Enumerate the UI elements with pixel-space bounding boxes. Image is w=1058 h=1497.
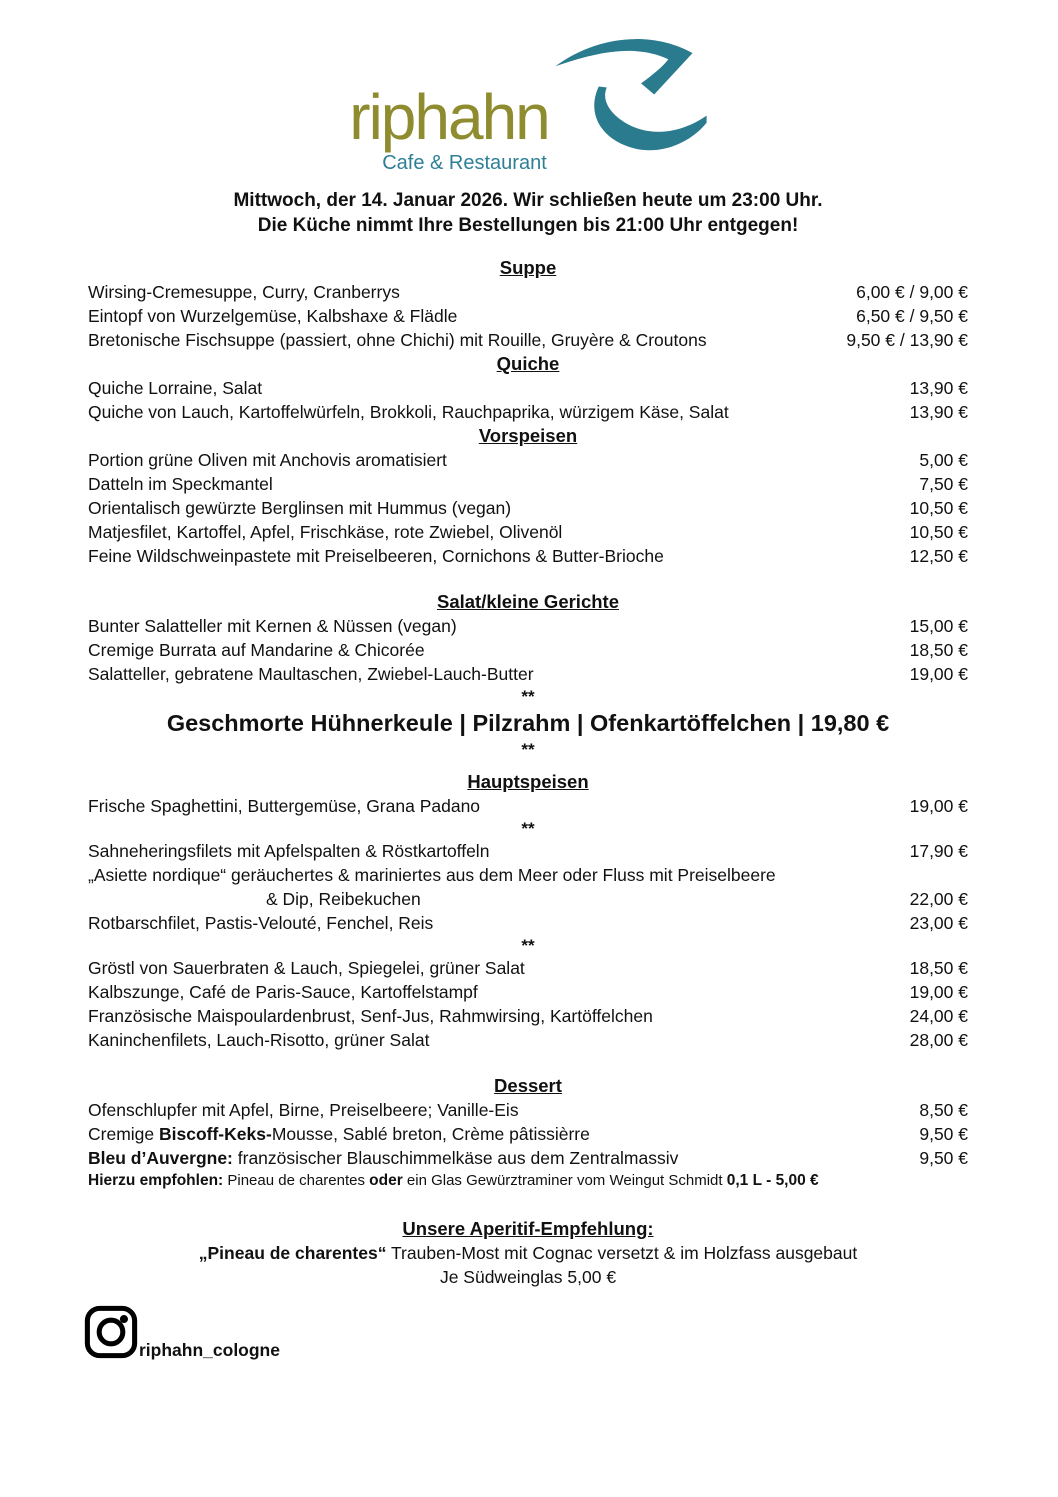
menu-item-row: [88, 328, 968, 352]
restaurant-logo: [88, 58, 968, 186]
menu-item-row: [88, 448, 968, 472]
item-price: 12,50 €: [909, 546, 968, 566]
item-price: 24,00 €: [909, 1006, 968, 1026]
menu-item-row: [88, 280, 968, 304]
item-name: Rotbarschfilet, Pastis-Velouté, Fenchel, Reis: [88, 913, 434, 933]
menu-item-row: [88, 496, 968, 520]
item-price: 10,50 €: [909, 498, 968, 518]
item-name: Frische Spaghettini, Buttergemüse, Grana Padano: [88, 796, 481, 816]
item-name: Kaninchenfilets, Lauch-Risotto, grüner Salat: [88, 1030, 430, 1050]
menu-item-row: [88, 794, 968, 818]
item-name: Gröstl von Sauerbraten & Lauch, Spiegelei, grüner Salat: [88, 958, 525, 978]
instagram-icon: [84, 1305, 138, 1359]
opening-notice-line1: Mittwoch, der 14. Januar 2026. Wir schließen heute um 23:00 Uhr.: [233, 190, 823, 211]
menu-item-row: [88, 956, 968, 980]
wine-pairing-note: Hierzu empfohlen: Pineau de charentes oder ein Glas Gewürztraminer vom Weingut Schmidt 0,1 L - 5,00 €: [88, 1172, 819, 1189]
item-price: 19,00 €: [909, 664, 968, 684]
item-price: 9,50 €: [919, 1148, 968, 1168]
item-name: Sahneheringsfilets mit Apfelspalten & Röstkartoffeln: [88, 841, 490, 861]
item-price: 5,00 €: [919, 450, 968, 470]
item-price: 22,00 €: [909, 889, 968, 909]
item-name: „Asiette nordique“ geräuchertes & mariniertes aus dem Meer oder Fluss mit Preiselbeere: [88, 865, 776, 885]
item-price: 7,50 €: [919, 474, 968, 494]
menu-item-row: [88, 400, 968, 424]
item-name: Portion grüne Oliven mit Anchovis aromatisiert: [88, 450, 447, 470]
item-name: Kalbszunge, Café de Paris-Sauce, Kartoffelstampf: [88, 982, 478, 1002]
item-price: 28,00 €: [909, 1030, 968, 1050]
item-price: 15,00 €: [909, 616, 968, 636]
section-title-suppe: Suppe: [499, 257, 557, 278]
instagram-handle: riphahn_cologne: [139, 1340, 280, 1360]
opening-notice-line2: Die Küche nimmt Ihre Bestellungen bis 21:00 Uhr entgegen!: [257, 215, 799, 236]
item-name: Ofenschlupfer mit Apfel, Birne, Preiselbeere; Vanille-Eis: [88, 1100, 519, 1120]
daily-special: Geschmorte Hühnerkeule | Pilzrahm | Ofenkartöffelchen | 19,80 €: [166, 710, 890, 736]
item-price: 23,00 €: [909, 913, 968, 933]
menu-body: [88, 256, 968, 1359]
menu-item-row: [88, 472, 968, 496]
item-price: 8,50 €: [919, 1100, 968, 1120]
item-price: 17,90 €: [909, 841, 968, 861]
menu-item-row: [88, 662, 968, 686]
aperitif-price-line: Je Südweinglas 5,00 €: [439, 1267, 617, 1287]
section-title-quiche: Quiche: [496, 353, 560, 374]
menu-item-row: [88, 638, 968, 662]
item-name: Bunter Salatteller mit Kernen & Nüssen (vegan): [88, 616, 457, 636]
menu-item-row: [88, 911, 968, 935]
item-name: Datteln im Speckmantel: [88, 474, 273, 494]
menu-item-row: [88, 376, 968, 400]
item-name: Wirsing-Cremesuppe, Curry, Cranberrys: [88, 282, 400, 302]
item-price: 19,00 €: [909, 796, 968, 816]
section-title-hauptspeisen: Hauptspeisen: [467, 771, 589, 792]
item-name: Bretonische Fischsuppe (passiert, ohne Chichi) mit Rouille, Gruyère & Croutons: [88, 330, 707, 350]
instagram-block: [84, 1305, 968, 1359]
brand-wordmark: riphahn: [349, 81, 549, 153]
menu-item-row: [88, 1122, 968, 1146]
item-price: 6,50 € / 9,50 €: [856, 306, 968, 326]
menu-item-row: [88, 520, 968, 544]
section-title-vorspeisen: Vorspeisen: [478, 425, 578, 446]
item-name: Salatteller, gebratene Maultaschen, Zwiebel-Lauch-Butter: [88, 664, 534, 684]
section-title-aperitif: Unsere Aperitif-Empfehlung:: [402, 1218, 654, 1239]
item-name: Orientalisch gewürzte Berglinsen mit Hummus (vegan): [88, 498, 512, 518]
item-price: 13,90 €: [909, 378, 968, 398]
menu-item-row: [88, 544, 968, 568]
item-price: 10,50 €: [909, 522, 968, 542]
riphahn-swoosh-icon: [555, 30, 707, 156]
menu-item-row: [88, 1146, 968, 1170]
item-price: 18,50 €: [909, 640, 968, 660]
menu-item-row: [88, 304, 968, 328]
item-price: 19,00 €: [909, 982, 968, 1002]
menu-item-row: [88, 863, 968, 887]
item-price: 9,50 € / 13,90 €: [846, 330, 968, 350]
item-name: Feine Wildschweinpastete mit Preiselbeeren, Cornichons & Butter-Brioche: [88, 546, 664, 566]
section-title-salat: Salat/kleine Gerichte: [436, 591, 619, 612]
aperitif-description: „Pineau de charentes“ Trauben-Most mit Cognac versetzt & im Holzfass ausgebaut: [198, 1243, 858, 1263]
section-title-dessert: Dessert: [494, 1075, 562, 1096]
item-name: Cremige Burrata auf Mandarine & Chicorée: [88, 640, 425, 660]
item-name: Cremige Biscoff-Keks-Mousse, Sablé breton, Crème pâtissièrre: [88, 1124, 590, 1144]
item-name: Eintopf von Wurzelgemüse, Kalbshaxe & Flädle: [88, 306, 458, 326]
item-name: Quiche von Lauch, Kartoffelwürfeln, Brokkoli, Rauchpaprika, würzigem Käse, Salat: [88, 402, 729, 422]
item-price: 9,50 €: [919, 1124, 968, 1144]
brand-subtitle: Cafe & Restaurant: [382, 152, 547, 174]
separator-stars: **: [521, 936, 535, 955]
menu-item-row: [88, 1098, 968, 1122]
item-price: 6,00 € / 9,00 €: [856, 282, 968, 302]
menu-item-row: [88, 1028, 968, 1052]
separator-stars: **: [521, 687, 535, 706]
item-price: 18,50 €: [909, 958, 968, 978]
menu-item-row: [88, 839, 968, 863]
menu-item-row: [88, 1004, 968, 1028]
item-name: Quiche Lorraine, Salat: [88, 378, 263, 398]
item-name: Bleu d’Auvergne: französischer Blauschimmelkäse aus dem Zentralmassiv: [88, 1148, 679, 1168]
item-name: Matjesfilet, Kartoffel, Apfel, Frischkäse, rote Zwiebel, Olivenöl: [88, 522, 563, 542]
item-price: 13,90 €: [909, 402, 968, 422]
menu-item-row: [88, 887, 968, 911]
item-name: & Dip, Reibekuchen: [266, 889, 421, 909]
separator-stars: **: [521, 740, 535, 759]
item-name: Französische Maispoulardenbrust, Senf-Jus, Rahmwirsing, Kartöffelchen: [88, 1006, 653, 1026]
separator-stars: **: [521, 819, 535, 838]
menu-item-row: [88, 614, 968, 638]
menu-item-row: [88, 980, 968, 1004]
